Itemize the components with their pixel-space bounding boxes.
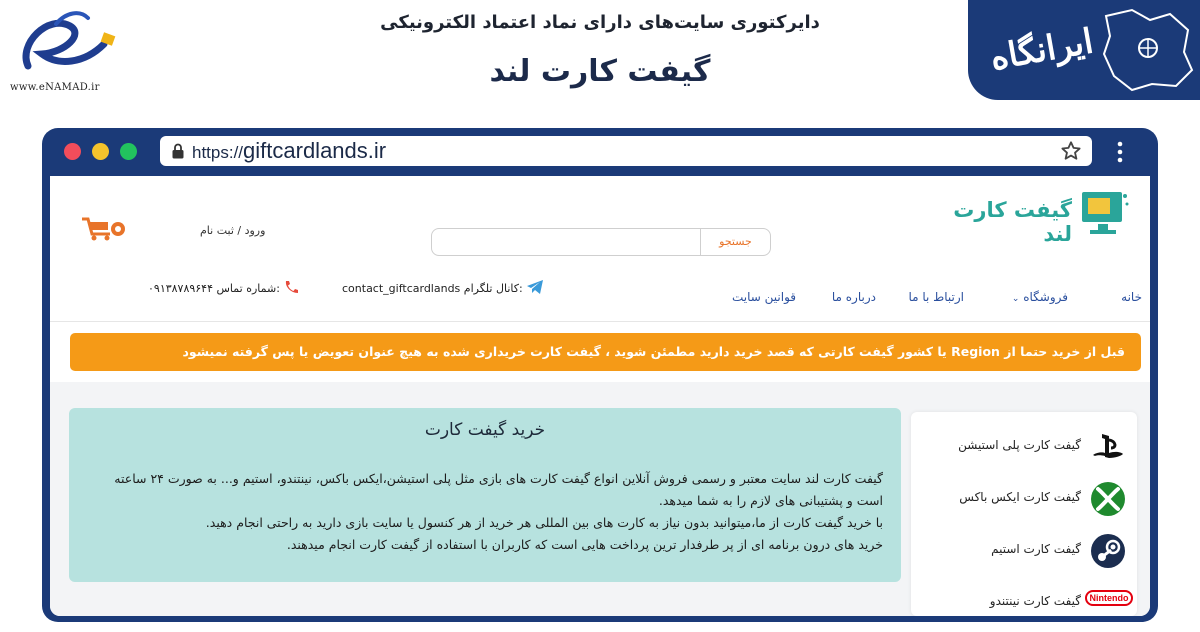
directory-title: دایرکتوری سایت‌های دارای نماد اعتماد الکترونیکی	[380, 12, 820, 33]
header-divider	[50, 321, 1150, 322]
enamad-banner	[0, 0, 1200, 118]
nav-shop-label: فروشگاه	[1023, 290, 1068, 304]
xbox-icon	[1089, 480, 1127, 518]
maximize-window-icon[interactable]	[120, 143, 137, 160]
sidebar-label-nintendo: گیفت کارت نینتندو	[989, 594, 1081, 608]
nav-rules[interactable]: قوانین سایت	[731, 290, 796, 304]
region-notice-banner: قبل از خرید حتما از Region یا کشور گیفت کارتی که قصد خرید دارید مطمئن شوید ، گیفت کارت خریداری شده به هیچ عنوان تعویض یا پس گرفته نمیشود	[70, 333, 1141, 371]
site-logo-text: گیفت کارت لند	[953, 198, 1072, 246]
phone-icon	[283, 280, 299, 294]
phone-label: شماره تماس:	[216, 282, 280, 295]
iranegah-wordmark: ایرانگاه	[987, 21, 1097, 79]
nav-home[interactable]: خانه	[1121, 290, 1142, 304]
sidebar-item-playstation[interactable]	[921, 426, 1127, 466]
phone-number[interactable]: ۰۹۱۳۸۷۸۹۶۴۴	[148, 282, 213, 295]
enamad-url: www.eNAMAD.ir	[10, 82, 100, 93]
sidebar-item-xbox[interactable]	[921, 478, 1127, 518]
category-sidebar	[911, 412, 1137, 616]
bookmark-star-icon[interactable]	[1060, 140, 1082, 162]
telegram-handle: contact_giftcardlands	[342, 282, 461, 295]
close-window-icon[interactable]	[64, 143, 81, 160]
steam-icon	[1089, 532, 1127, 570]
iran-map-icon	[1092, 4, 1196, 94]
address-bar[interactable]	[160, 136, 1092, 166]
page-viewport	[50, 176, 1150, 616]
sidebar-item-nintendo[interactable]	[921, 582, 1127, 616]
telegram-label: کانال تلگرام:	[463, 282, 523, 295]
browser-toolbar	[42, 128, 1158, 176]
sidebar-label-playstation: گیفت کارت پلی استیشن	[958, 438, 1081, 452]
nav-about[interactable]: درباره ما	[831, 290, 876, 304]
card-title: خرید گیفت کارت	[424, 420, 546, 440]
phone-contact	[148, 280, 299, 295]
search-input[interactable]	[431, 228, 771, 256]
browser-menu-icon[interactable]	[1115, 140, 1125, 164]
telegram-icon	[526, 280, 544, 294]
cart-icon[interactable]	[80, 216, 126, 242]
card-body	[89, 468, 883, 556]
nav-shop[interactable]	[1012, 290, 1068, 304]
chevron-down-icon: ⌄	[1011, 294, 1020, 304]
browser-window	[42, 128, 1158, 622]
nav-contact[interactable]: ارتباط با ما	[908, 290, 964, 304]
url-scheme: https://	[192, 143, 244, 162]
monitor-logo-icon	[1076, 188, 1130, 238]
site-logo[interactable]	[936, 184, 1136, 246]
site-title: گیفت کارت لند	[489, 54, 711, 89]
playstation-icon	[1089, 428, 1127, 466]
sidebar-item-steam[interactable]	[921, 530, 1127, 570]
card-paragraph-3: خرید های درون برنامه ای از پر طرفدار ترین پرداخت هایی است که کاربران با استفاده از گیفت کارت انجام میدهند.	[286, 537, 883, 552]
sidebar-label-xbox: گیفت کارت ایکس باکس	[959, 490, 1081, 504]
telegram-contact[interactable]	[342, 280, 544, 295]
url-host: giftcardlands.ir	[243, 138, 387, 163]
card-paragraph-1: گیفت کارت لند سایت معتبر و رسمی فروش آنلاین انواع گیفت کارت های بازی مثل پلی استیشن،ایکس باکس، نینتندو، استیم و... به صورت ۲۴ ساعته است و پشتیبانی های لازم را به شما میدهد.	[114, 471, 883, 508]
lock-icon	[172, 143, 184, 159]
sidebar-label-steam: گیفت کارت استیم	[991, 542, 1081, 556]
nintendo-icon: Nintendo	[1085, 590, 1133, 606]
card-paragraph-2: با خرید گیفت کارت از ما،میتوانید بدون نیاز به کارت های بین المللی هر خرید از هر کنسول یا سایت بازی دارید به راحتی انجام دهید.	[205, 515, 883, 530]
search-button[interactable]: جستجو	[700, 229, 770, 255]
minimize-window-icon[interactable]	[92, 143, 109, 160]
login-register-link[interactable]: ورود / ثبت نام	[200, 224, 266, 237]
url-text	[192, 138, 386, 164]
iranegah-logo	[968, 0, 1200, 100]
gift-card-info-card	[69, 408, 901, 582]
